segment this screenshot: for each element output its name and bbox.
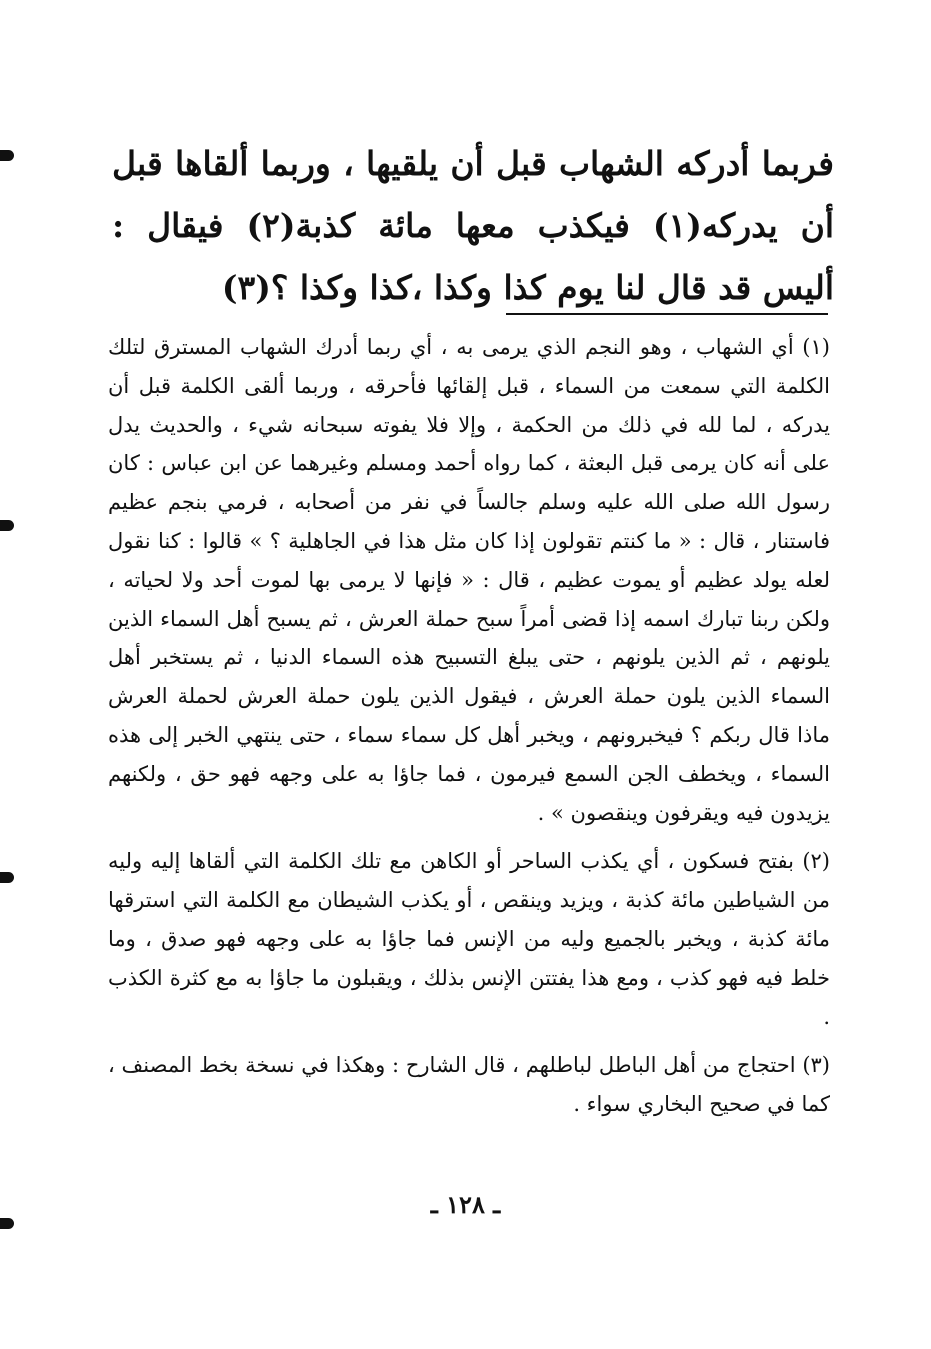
binding-hole-mark [0, 1218, 14, 1229]
footnote-divider [506, 313, 828, 315]
main-paragraph: فربما أدركه الشهاب قبل أن يلقيها ، وربما ألقاها قبل أن يدركه(١) فيكذب معها مائة كذبة(٢) فيقال : أليس قد قال لنا يوم كذا وكذا ،كذا وكذا ؟(٣) [112, 144, 834, 307]
page-number: ـ ١٢٨ ـ [430, 1190, 501, 1219]
footnote-3: (٣) احتجاج من أهل الباطل لباطلهم ، قال الشارح : وهكذا في نسخة بخط المصنف ، كما في صحيح البخاري سواء . [108, 1053, 830, 1117]
footnote-2: (٢) بفتح فسكون ، أي يكذب الساحر أو الكاهن مع تلك الكلمة التي ألقاها إليه وليه من الشياطين مائة كذبة ، ويزيد وينقص ، أو يكذب الشيطان مع الكلمة التي استرقها مائة كذبة ، ويخبر بالجميع وليه من الإنس فما جاؤا به على وجهه فهو صدق ، وما خلط فيه فهو كذب ، ومع هذا يفتتن الإنس بذلك ، ويقبلون ما جاؤا به مع كثرة الكذب . [108, 849, 830, 1029]
binding-hole-mark [0, 872, 14, 883]
footnote-1: (١) أي الشهاب ، وهو النجم الذي يرمى به ، أي ربما أدرك الشهاب المسترق لتلك الكلمة التي سمعت من السماء ، قبل إلقائها فأحرقه ، وربما ألقى الكلمة قبل أن يدركه ، لما لله في ذلك من الحكمة ، وإلا فلا يفوته سبحانه شيء ، والحديث يدل على أنه كان يرمى قبل البعثة ، كما رواه أحمد ومسلم وغيرهما عن ابن عباس : كان رسول الله صلى الله عليه وسلم جالساً في نفر من أصحابه ، فرمي بنجم عظيم فاستنار ، قال : « ما كنتم تقولون إذا كان مثل هذا في الجاهلية ؟ » قالوا : كنا نقول لعله يولد عظيم أو يموت عظيم ، قال : « فإنها لا يرمى بها لموت أحد ولا لحياته ، ولكن ربنا تبارك اسمه إذا قضى أمراً سبح حملة العرش ، ثم يسبح أهل السماء الذين يلونهم ، ثم الذين يلونهم ، حتى يبلغ التسبيح هذه السماء الدنيا ، ثم يستخبر أهل السماء الذين يلون حملة العرش ، فيقول الذين يلون حملة العرش لحملة العرش ماذا قال ربكم ؟ فيخبرونهم ، ويخبر أهل كل سماء سماء ، حتى ينتهي الخبر إلى هذه السماء ، ويخطف الجن السمع فيرمون ، فما جاؤا به على وجهه فهو حق ، ولكنهم يزيدون فيه ويقرفون وينقصون » . [108, 335, 831, 825]
binding-hole-mark [0, 520, 14, 531]
footnotes-section [108, 328, 830, 1134]
binding-hole-mark [0, 150, 14, 161]
